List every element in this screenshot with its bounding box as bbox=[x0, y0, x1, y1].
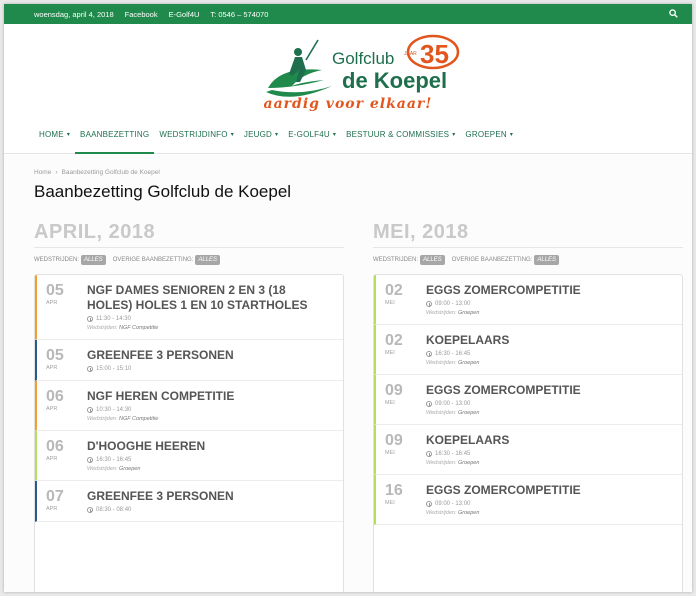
event-item[interactable] bbox=[374, 275, 682, 325]
event-time-text: 15:00 - 15:10 bbox=[96, 366, 132, 372]
event-title[interactable]: KOEPELAARS bbox=[426, 333, 510, 347]
clock-icon bbox=[426, 301, 432, 307]
chevron-down-icon: ▾ bbox=[452, 132, 456, 138]
filter-overige-label: OVERIGE BAANBEZETTING: bbox=[451, 257, 533, 263]
event-category bbox=[426, 460, 672, 466]
event-category-label: Wedstrijden: bbox=[426, 360, 457, 366]
event-title[interactable]: KOEPELAARS bbox=[426, 433, 510, 447]
event-category-label: Wedstrijden: bbox=[87, 466, 118, 472]
breadcrumb-separator: › bbox=[55, 169, 58, 176]
event-time bbox=[87, 507, 333, 513]
clock-icon bbox=[426, 401, 432, 407]
nav-egolf4u[interactable] bbox=[283, 130, 341, 153]
event-time-text: 09:00 - 13:00 bbox=[435, 401, 471, 407]
event-body bbox=[87, 489, 333, 513]
event-list bbox=[34, 274, 344, 592]
event-month: APR bbox=[46, 456, 58, 462]
month-heading: APRIL, 2018 bbox=[34, 221, 344, 248]
event-month: APR bbox=[46, 406, 58, 412]
event-day: 05 bbox=[46, 347, 64, 364]
event-item[interactable] bbox=[374, 425, 682, 475]
event-category bbox=[87, 416, 333, 422]
nav-bestuur[interactable] bbox=[341, 130, 460, 153]
event-item[interactable] bbox=[374, 325, 682, 375]
event-category-value[interactable]: Groepen bbox=[119, 466, 141, 472]
event-time-text: 11:30 - 14:30 bbox=[96, 316, 131, 322]
event-day: 02 bbox=[385, 332, 403, 349]
event-category-label: Wedstrijden: bbox=[426, 460, 457, 466]
event-item[interactable] bbox=[374, 375, 682, 425]
event-time-text: 16:30 - 16:45 bbox=[435, 451, 471, 457]
egolf4u-link[interactable]: E-Golf4U bbox=[168, 9, 200, 19]
event-category bbox=[87, 325, 333, 331]
event-title[interactable]: NGF HEREN COMPETITIE bbox=[87, 389, 235, 403]
event-date bbox=[37, 489, 87, 513]
event-item[interactable] bbox=[35, 381, 343, 431]
event-category-value[interactable]: NGF Competitie bbox=[119, 416, 159, 422]
event-day: 06 bbox=[46, 438, 64, 455]
logo-anniversary-word: JAAR bbox=[404, 51, 417, 57]
filter-overige-label: OVERIGE BAANBEZETTING: bbox=[112, 257, 194, 263]
event-category-label: Wedstrijden: bbox=[87, 325, 118, 331]
event-time bbox=[426, 451, 672, 457]
event-category-label: Wedstrijden: bbox=[426, 310, 457, 316]
event-body bbox=[87, 389, 333, 422]
event-day: 06 bbox=[46, 388, 64, 405]
event-date bbox=[37, 348, 87, 372]
event-month: APR bbox=[46, 365, 58, 371]
clock-icon bbox=[87, 507, 93, 513]
event-day: 07 bbox=[46, 488, 64, 505]
nav-bestuur-label: BESTUUR & COMMISSIES bbox=[346, 130, 450, 139]
event-item[interactable] bbox=[35, 340, 343, 381]
event-title[interactable]: GREENFEE 3 PERSONEN bbox=[87, 348, 234, 362]
breadcrumb bbox=[34, 169, 160, 176]
event-day: 05 bbox=[46, 282, 64, 299]
filter-bar bbox=[34, 254, 344, 266]
event-category-value[interactable]: Groepen bbox=[458, 410, 480, 416]
filter-overige-alles[interactable]: ALLES bbox=[534, 255, 559, 265]
event-time bbox=[426, 301, 672, 307]
top-bar bbox=[4, 4, 692, 24]
event-title[interactable]: GREENFEE 3 PERSONEN bbox=[87, 489, 234, 503]
event-body bbox=[426, 433, 672, 466]
event-category bbox=[426, 510, 672, 516]
clock-icon bbox=[87, 457, 93, 463]
browser-page bbox=[4, 4, 692, 592]
event-month: MEI bbox=[385, 350, 395, 356]
nav-baanbezetting[interactable] bbox=[75, 130, 154, 153]
filter-wedstrijden-label: WEDSTRIJDEN: bbox=[373, 257, 418, 263]
event-item[interactable] bbox=[35, 481, 343, 522]
event-title[interactable]: EGGS ZOMERCOMPETITIE bbox=[426, 383, 581, 397]
filter-wedstrijden-alles[interactable]: ALLES bbox=[420, 255, 445, 265]
filter-wedstrijden-alles[interactable]: ALLES bbox=[81, 255, 106, 265]
event-category-label: Wedstrijden: bbox=[426, 510, 457, 516]
nav-groepen[interactable] bbox=[460, 130, 518, 153]
nav-wedstrijdinfo-label: WEDSTRIJDINFO bbox=[159, 130, 228, 139]
event-category-value[interactable]: Groepen bbox=[458, 310, 480, 316]
event-day: 09 bbox=[385, 382, 403, 399]
chevron-down-icon: ▾ bbox=[332, 132, 337, 138]
event-day: 16 bbox=[385, 482, 403, 499]
event-time bbox=[426, 351, 672, 357]
event-item[interactable] bbox=[35, 431, 343, 481]
event-time bbox=[87, 366, 333, 372]
clock-icon bbox=[87, 316, 93, 322]
event-category-label: Wedstrijden: bbox=[426, 410, 457, 416]
event-date bbox=[376, 283, 426, 316]
event-time-text: 09:00 - 13:00 bbox=[435, 301, 471, 307]
event-body bbox=[426, 333, 672, 366]
month-column-mei bbox=[373, 221, 683, 592]
clock-icon bbox=[87, 366, 93, 372]
event-date bbox=[376, 383, 426, 416]
site-tagline: aardig voor elkaar! bbox=[263, 96, 433, 112]
month-heading: MEI, 2018 bbox=[373, 221, 683, 248]
event-title[interactable]: D'HOOGHE HEEREN bbox=[87, 439, 206, 453]
nav-jeugd[interactable] bbox=[239, 130, 283, 153]
nav-groepen-label: GROEPEN bbox=[465, 130, 507, 139]
event-time-text: 16:30 - 16:45 bbox=[96, 457, 132, 463]
logo-dekoepel-text: de Koepel bbox=[342, 68, 448, 93]
event-month: APR bbox=[46, 300, 58, 306]
filter-bar bbox=[373, 254, 683, 266]
nav-home[interactable] bbox=[34, 130, 75, 153]
page-content bbox=[4, 155, 692, 592]
event-month: APR bbox=[46, 506, 58, 512]
event-category-value[interactable]: Groepen bbox=[458, 510, 480, 516]
clock-icon bbox=[426, 351, 432, 357]
event-body bbox=[426, 283, 672, 316]
event-body bbox=[426, 383, 672, 416]
chevron-down-icon: ▾ bbox=[509, 132, 514, 138]
logo-anniversary-number: 35 bbox=[420, 39, 449, 69]
clock-icon bbox=[426, 451, 432, 457]
event-date bbox=[376, 483, 426, 516]
event-day: 02 bbox=[385, 282, 403, 299]
event-category-value[interactable]: NGF Competitie bbox=[119, 325, 159, 331]
event-date bbox=[376, 433, 426, 466]
chevron-down-icon: ▾ bbox=[230, 132, 234, 138]
chevron-down-icon: ▾ bbox=[66, 132, 71, 138]
event-time bbox=[87, 457, 333, 463]
event-month: MEI bbox=[385, 500, 395, 506]
event-date bbox=[376, 333, 426, 366]
event-category-value[interactable]: Groepen bbox=[458, 460, 480, 466]
event-date bbox=[37, 439, 87, 472]
event-time bbox=[426, 501, 672, 507]
event-body bbox=[87, 283, 333, 331]
event-body bbox=[426, 483, 672, 516]
breadcrumb-home[interactable]: Home bbox=[34, 169, 52, 176]
nav-jeugd-label: JEUGD bbox=[243, 130, 273, 139]
event-category bbox=[426, 310, 672, 316]
month-column-april bbox=[34, 221, 344, 592]
clock-icon bbox=[426, 501, 432, 507]
event-category-label: Wedstrijden: bbox=[87, 416, 118, 422]
event-month: MEI bbox=[385, 300, 395, 306]
facebook-link[interactable]: Facebook bbox=[124, 9, 158, 19]
nav-home-label: HOME bbox=[39, 130, 64, 139]
phone-number: T: 0546 – 574070 bbox=[210, 9, 269, 19]
event-title[interactable]: EGGS ZOMERCOMPETITIE bbox=[426, 483, 581, 497]
event-category-value[interactable]: Groepen bbox=[458, 360, 480, 366]
event-item[interactable] bbox=[374, 475, 682, 525]
event-time-text: 16:30 - 16:45 bbox=[435, 351, 471, 357]
event-date bbox=[37, 389, 87, 422]
search-icon[interactable] bbox=[669, 9, 678, 18]
logo-golfclub-text: Golfclub bbox=[332, 49, 395, 68]
main-navigation bbox=[34, 130, 518, 153]
event-category bbox=[426, 360, 672, 366]
nav-wedstrijdinfo[interactable] bbox=[154, 130, 239, 153]
event-time bbox=[426, 401, 672, 407]
filter-wedstrijden-label: WEDSTRIJDEN: bbox=[34, 257, 79, 263]
page-title: Baanbezetting Golfclub de Koepel bbox=[34, 182, 292, 201]
site-header bbox=[4, 24, 692, 154]
event-body bbox=[87, 439, 333, 472]
event-day: 09 bbox=[385, 432, 403, 449]
nav-egolf4u-label: E-GOLF4U bbox=[288, 130, 330, 139]
clock-icon bbox=[87, 407, 93, 413]
event-category bbox=[87, 466, 333, 472]
filter-overige-alles[interactable]: ALLES bbox=[195, 255, 220, 265]
breadcrumb-current: Baanbezetting Golfclub de Koepel bbox=[61, 169, 160, 176]
event-body bbox=[87, 348, 333, 372]
event-title[interactable]: NGF DAMES SENIOREN 2 EN 3 (18 HOLES) HOLES 1 EN 10 STARTHOLES bbox=[87, 283, 308, 312]
event-time bbox=[87, 316, 333, 322]
event-time-text: 08:30 - 08:40 bbox=[96, 507, 132, 513]
event-time-text: 09:00 - 13:00 bbox=[435, 501, 471, 507]
event-title[interactable]: EGGS ZOMERCOMPETITIE bbox=[426, 283, 581, 297]
event-item[interactable] bbox=[35, 275, 343, 340]
event-category bbox=[426, 410, 672, 416]
event-time bbox=[87, 407, 333, 413]
current-date: woensdag, april 4, 2018 bbox=[34, 9, 114, 19]
event-time-text: 10:30 - 14:30 bbox=[96, 407, 132, 413]
chevron-down-icon: ▾ bbox=[275, 132, 279, 138]
event-list bbox=[373, 274, 683, 592]
nav-baanbezetting-label: BAANBEZETTING bbox=[80, 130, 150, 139]
event-month: MEI bbox=[385, 450, 395, 456]
event-month: MEI bbox=[385, 400, 395, 406]
event-date bbox=[37, 283, 87, 331]
